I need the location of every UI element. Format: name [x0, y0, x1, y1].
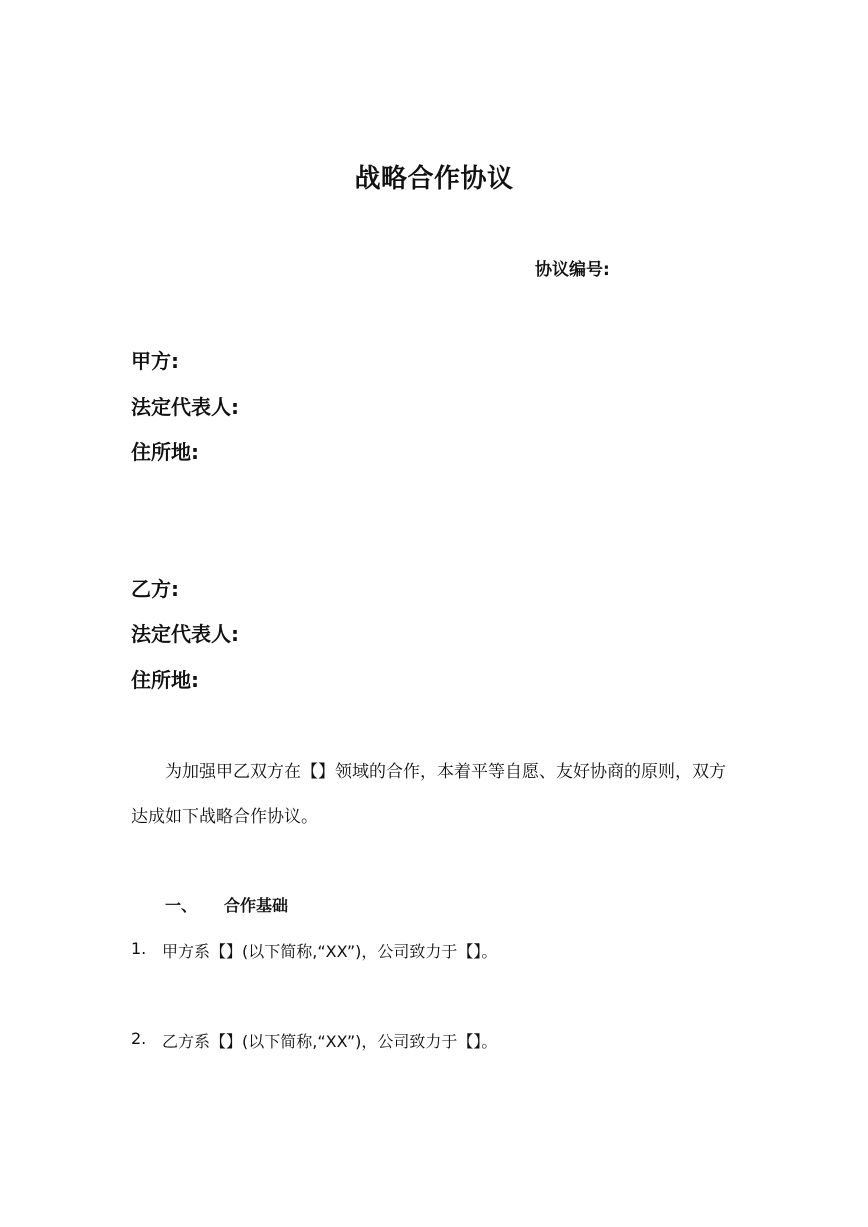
party-b-label: 乙方:: [131, 577, 179, 601]
party-b-address-label: 住所地:: [131, 668, 199, 692]
agreement-number-label: 协议编号:: [535, 260, 610, 280]
section-1-item-1-text: 甲方系【】(以下简称,“XX”)，公司致力于【】。: [162, 942, 498, 961]
intro-line-2: 达成如下战略合作协议。: [131, 807, 318, 827]
section-1-item-1-number: 1.: [131, 939, 147, 958]
intro-line-1: 为加强甲乙双方在【】领域的合作，本着平等自愿、友好协商的原则，双方: [165, 762, 726, 782]
party-b-representative-label: 法定代表人:: [131, 622, 239, 646]
document-title: 战略合作协议: [354, 164, 514, 194]
party-a-label: 甲方:: [131, 349, 179, 373]
section-1-item-2-number: 2.: [131, 1029, 147, 1048]
section-1-title: 合作基础: [224, 896, 289, 915]
section-1-item-2-text: 乙方系【】(以下简称,“XX”)，公司致力于【】。: [162, 1032, 498, 1051]
section-1-number: 一、: [165, 896, 198, 915]
party-a-address-label: 住所地:: [131, 440, 199, 464]
party-a-representative-label: 法定代表人:: [131, 395, 239, 419]
